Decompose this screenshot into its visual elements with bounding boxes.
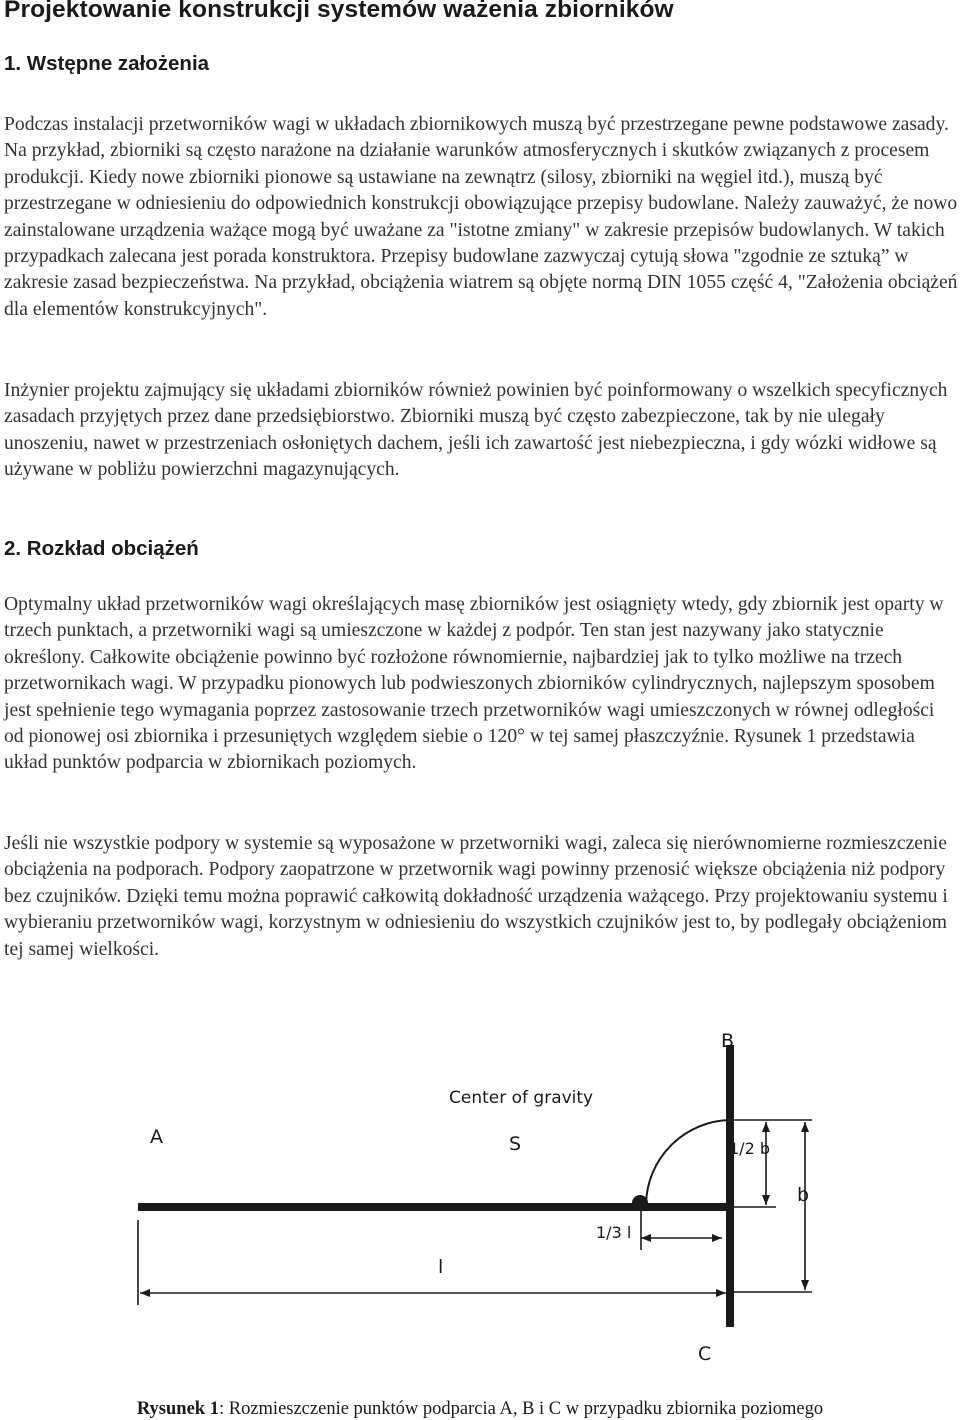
label-half-b: 1/2 b <box>729 1139 770 1158</box>
half-b-arrow-top <box>762 1122 770 1132</box>
label-l: l <box>438 1256 444 1278</box>
label-third-l: 1/3 l <box>596 1223 632 1242</box>
label-point-b: B <box>721 1030 735 1052</box>
figure-caption-label: Rysunek 1 <box>136 1399 219 1419</box>
label-b: b <box>797 1184 810 1206</box>
tank-end-beam <box>726 1045 734 1327</box>
paragraph-project-engineer: Inżynier projektu zajmujący się układami zbiorników również powinien być poinformowany o wszelkich specyficznych zasadach przyjętych przez dane przedsiębiorstwo. Zbiorniki muszą być często zabezpieczone, tak by nie ulegały unoszeniu, nawet w przestrzeniach osłoniętych dachem, jeśli ich zawartość jest niebezpieczna, i gdy wózki widłowe są używane w pobliżu powierzchni magazynujących. <box>4 380 948 481</box>
b-arrow-top <box>801 1122 809 1132</box>
paragraph-installation-rules: Podczas instalacji przetworników wagi w układach zbiornikowych muszą być przestrzegane pewne podstawowe zasady. Na przykład, zbiorniki są często narażone na działanie warunków atmosferycznych i skutków związanych z procesem produkcji. Kiedy nowe zbiorniki pionowe są ustawiane na zewnątrz (silosy, zbiorniki na węgiel itd.), muszą być przestrzegane w odniesieniu do odpowiednich konstrukcji obowiązujące przepisy budowlane. Należy zauważyć, że nowo zainstalowane urządzenia ważące mogą być uważane za "istotne zmiany" w zakresie przepisów budowlanych. W takich przypadkach zalecana jest porada konstruktora. Przepisy budowlane zazwyczaj cytują słowa "zgodnie ze sztuką” w zakresie zasad bezpieczeństwa. Na przykład, obciążenia wiatrem są objęte normą DIN 1055 część 4, "Założenia obciążeń dla elementów konstrukcyjnych". <box>4 114 958 320</box>
l-arrow-left <box>140 1289 150 1297</box>
section-heading-load-distribution: 2. Rozkład obciążeń <box>4 537 199 560</box>
l-arrow-right <box>716 1289 726 1297</box>
figure-caption-text: : Rozmieszczenie punktów podparcia A, B i C w przypadku zbiornika poziomego <box>218 1399 824 1419</box>
b-arrow-bottom <box>801 1280 809 1290</box>
section-heading-assumptions: 1. Wstępne założenia <box>4 52 210 75</box>
label-point-c: C <box>698 1343 712 1365</box>
support-points-diagram <box>0 1020 960 1390</box>
paragraph-unequal-supports: Jeśli nie wszystkie podpory w systemie są wyposażone w przetworniki wagi, zaleca się nierównomierne rozmieszczenie obciążenia na podporach. Podpory zaopatrzone w przetwornik wagi powinny przenosić większe obciążenia niż podpory bez czujników. Dzięki temu można poprawić całkowitą dokładność urządzenia ważącego. Przy projektowaniu systemu i wybieraniu przetworników wagi, korzystnym w odniesieniu do wszystkich czujników jest to, by podlegały obciążeniom tej samej wielkości. <box>4 833 948 960</box>
paragraph-optimal-layout: Optymalny układ przetworników wagi określających masę zbiorników jest osiągnięty wtedy, gdy zbiornik jest oparty w trzech punktach, a przetworniki wagi są umieszczone w każdej z podpór. Ten stan jest nazywany jako statycznie określony. Całkowite obciążenie powinno być rozłożone równomiernie, najbardziej jak to tylko możliwe na trzech przetwornikach wagi. W przypadku pionowych lub podwieszonych zbiorników cylindrycznych, najlepszym sposobem jest spełnienie tego wymagania poprzez zastosowanie trzech przetworników wagi umieszczonych w równej odległości od pionowej osi zbiornika i przesuniętych względem siebie o 120° w tej samej płaszczyźnie. Rysunek 1 przedstawia układ punktów podparcia w zbiornikach poziomych. <box>4 594 944 774</box>
document-title: Projektowanie konstrukcji systemów ważenia zbiorników <box>4 0 674 23</box>
gravity-arc <box>646 1120 730 1204</box>
third-l-arrow-right <box>712 1234 722 1242</box>
label-point-a: A <box>150 1126 163 1148</box>
figure-caption <box>0 1399 960 1420</box>
label-center-of-gravity: Center of gravity <box>449 1088 594 1108</box>
label-point-s: S <box>509 1133 522 1155</box>
center-of-gravity-dot <box>632 1195 648 1211</box>
third-l-arrow-left <box>641 1234 651 1242</box>
half-b-arrow-bottom <box>762 1195 770 1205</box>
